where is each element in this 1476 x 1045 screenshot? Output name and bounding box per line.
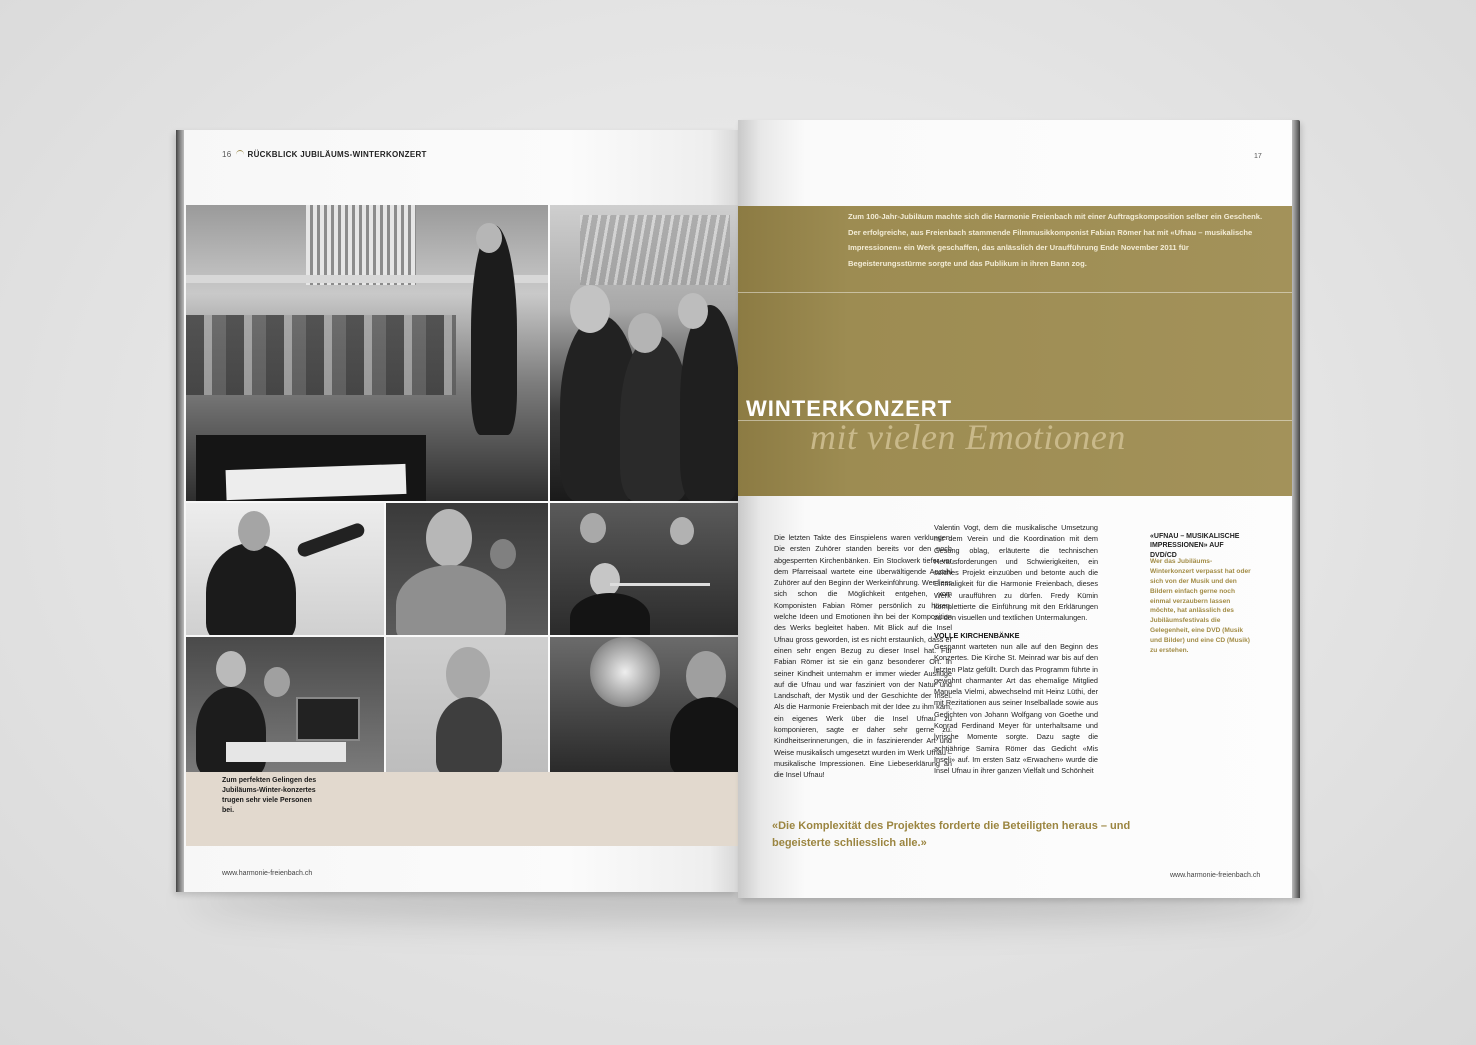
organ-pipes (306, 205, 416, 285)
tuba-bell (590, 637, 660, 707)
reeds-projection (580, 215, 730, 285)
section-title: RÜCKBLICK JUBILÄUMS-WINTERKONZERT (247, 150, 427, 159)
photo-tuba-player (550, 637, 738, 772)
headline: WINTERKONZERT (746, 396, 953, 421)
page-number-right: 17 (1254, 153, 1262, 160)
divider (738, 292, 1292, 293)
pull-quote: «Die Komplexität des Projektes forderte die Beteiligten heraus – und begeisterte schliesslich alle.» (772, 820, 1131, 850)
page-number-left: 16 (222, 150, 232, 159)
sheet-music (226, 464, 407, 500)
article-text-3: Gespannt warteten nun alle auf den Beginn des Konzertes. Die Kirche St. Meinrad war bis auf den letzten Platz gefüllt. Durch das Programm führte in gewohnt charmanter Art das ehemalige Mitglied Manuela Vielmi, abwechselnd mit Heinz Lüthi, der mit Rezitationen aus seiner Inselballade sowie aus Gedichten von Johann Wolfgang von Goethe und Konrad Ferdinand Meyer für unterhaltsame und lyrische Momente sorgte. Dazu sagte die achtjährige Samira Römer das Gedicht «Mis Inseli» auf. Im ersten Satz «Erwachen» wurde die Insel Ufnau in ihrer ganzen Vielfalt und Schönheit (934, 641, 1098, 776)
footer-url-right: www.harmonie-freienbach.ch (1170, 872, 1261, 879)
subhead: VOLLE KIRCHENBÄNKE (934, 630, 1020, 640)
right-page (738, 120, 1300, 898)
choir-rows (186, 315, 456, 395)
photo-technicians (186, 637, 384, 772)
article-column-2 (934, 522, 1098, 777)
article-text-1: Die letzten Takte des Einspielens waren verklungen. Die ersten Zuhörer standen bereits vor den noch abgesperrten Kirchenbänken. Ein Stockwerk tiefer vor dem Pfarreisaal wartete eine überwältigende Anzahl Zuhörer auf den Beginn der Werkeinführung. Wer liess sich schon die Möglichkeit entgehen, vom Komponisten Fabian Römer persönlich zu hören, welche Ideen und Emotionen ihn bei der Komposition des Werks begleitet haben. Mit Blick auf die Insel Ufnau gross geworden, ist es nicht erstaunlich, dass er einen sehr engen Bezug zu dieser Insel hat. Für Fabian Römer ist sie ein ganz besonderer Ort. In seiner Kindheit unternahm er immer wieder Ausflüge auf die Ufnau und war fasziniert von der Natur und Landschaft, der Mystik und der Geschichte der Insel. Als die Harmonie Freienbach mit der Idee zu ihm kam, ein eigenes Werk über die Insel Ufnau zu komponieren, sagte er daher sehr gerne zu. Kindheitserinnerungen, die in faszinierender Art und Weise musikalisch umgesetzt wurden im Werk Ufnau – musikalische Impressionen. Eine Liebeserklärung an die Insel Ufnau! (774, 533, 952, 780)
sidebar-text: Wer das Jubiläums-Winterkonzert verpasst hat oder sich von der Musik und den Bildern einfach gerne noch einmal verzaubern lassen möchte, hat anlässlich des Jubiläumsfestivals die Gelegenheit, eine DVD (Musik und Bilder) und eine CD (Musik) zu erstehen. (1150, 558, 1251, 655)
footer-url-left: www.harmonie-freienbach.ch (222, 870, 313, 877)
photo-conductor (186, 503, 384, 635)
photo-caption: Zum perfekten Gelingen des Jubiläums-Winter-konzertes trugen sehr viele Personen bei. (222, 777, 317, 815)
photo-flute-section (550, 503, 738, 635)
left-page (176, 130, 738, 892)
article-column-1 (774, 532, 952, 781)
article-text-2: Valentin Vogt, dem die musikalische Umsetzung mit dem Verein und die Koordination mit dem Gesang oblag, erläuterte die technischen Herausforderungen und Schwierigkeiten, ein solches Projekt einzuüben und betonte auch die Einmaligkeit für die Harmonie Freienbach, dieses Werk uraufführen zu dürfen. Fredy Kümin komplettierte die Einführung mit den Erklärungen zu den visuellen und textlichen Untermalungen. (934, 523, 1098, 623)
photo-collage (186, 205, 549, 772)
headline-script: mit vielen Emotionen (810, 417, 1126, 457)
photo-orchestra-organ (186, 205, 548, 501)
conductor-figure (471, 225, 517, 435)
photo-clarinet-players (550, 205, 738, 501)
laptop-screen (296, 697, 360, 741)
sidebar-title: «UFNAU – MUSIKALISCHE IMPRESSIONEN» AUF DVD/CD (1150, 533, 1240, 559)
page-header (222, 150, 427, 159)
intro-text: Zum 100-Jahr-Jubiläum machte sich die Harmonie Freienbach mit einer Auftragskomposition selber ein Geschenk. Der erfolgreiche, aus Freienbach stammende Filmmusikkomponist Fabian Römer hat mit «Ufnau – musikalische Impressionen» ein Werk geschaffen, das anlässlich der Uraufführung Ende November 2011 für Begeisterungsstürme sorgte und das Publikum in ihren Bann zog. (848, 212, 1263, 268)
photo-young-singer (386, 637, 548, 772)
photo-composer (386, 503, 548, 635)
arc-logo-icon (236, 150, 244, 159)
